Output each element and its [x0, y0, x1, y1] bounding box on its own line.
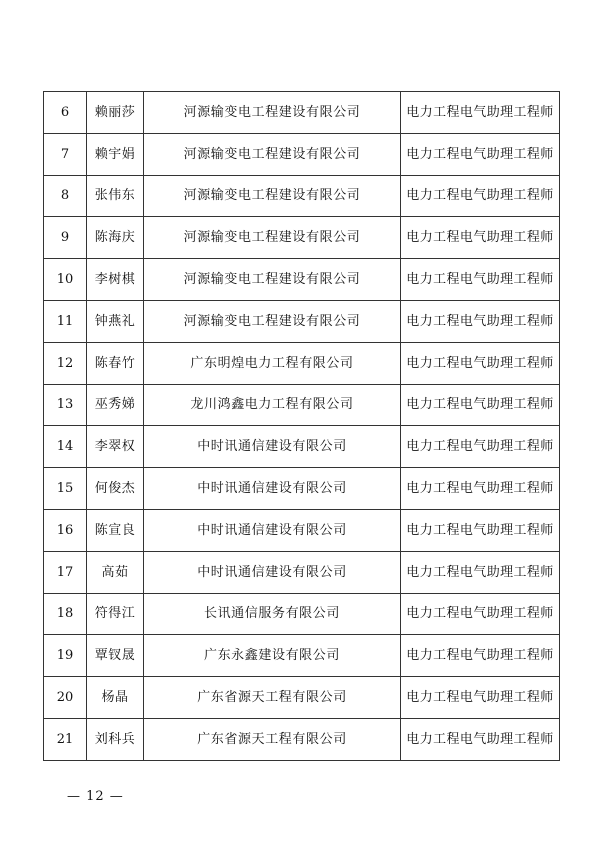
table-row: [44, 551, 560, 593]
person-name-cell: 巫秀娣: [87, 384, 144, 426]
row-number-cell: 18: [44, 593, 87, 635]
company-cell: 河源输变电工程建设有限公司: [144, 217, 401, 259]
table-row: [44, 384, 560, 426]
person-name-cell: 符得江: [87, 593, 144, 635]
table-row: [44, 426, 560, 468]
row-number-cell: 20: [44, 677, 87, 719]
job-title-cell: 电力工程电气助理工程师: [401, 175, 560, 217]
person-name-cell: 李翠权: [87, 426, 144, 468]
job-title-cell: 电力工程电气助理工程师: [401, 426, 560, 468]
table-row: [44, 718, 560, 760]
company-cell: 河源输变电工程建设有限公司: [144, 175, 401, 217]
company-cell: 广东省源天工程有限公司: [144, 677, 401, 719]
company-cell: 中时讯通信建设有限公司: [144, 509, 401, 551]
company-cell: 龙川鸿鑫电力工程有限公司: [144, 384, 401, 426]
personnel-table: [43, 91, 560, 761]
company-cell: 广东省源天工程有限公司: [144, 718, 401, 760]
company-cell: 广东永鑫建设有限公司: [144, 635, 401, 677]
company-cell: 河源输变电工程建设有限公司: [144, 133, 401, 175]
job-title-cell: 电力工程电气助理工程师: [401, 593, 560, 635]
company-cell: 中时讯通信建设有限公司: [144, 551, 401, 593]
page-number: — 12 —: [67, 789, 124, 804]
job-title-cell: 电力工程电气助理工程师: [401, 677, 560, 719]
row-number-cell: 12: [44, 342, 87, 384]
person-name-cell: 陈宣良: [87, 509, 144, 551]
job-title-cell: 电力工程电气助理工程师: [401, 551, 560, 593]
row-number-cell: 10: [44, 259, 87, 301]
person-name-cell: 钟燕礼: [87, 300, 144, 342]
row-number-cell: 16: [44, 509, 87, 551]
personnel-table-body: [44, 92, 560, 761]
row-number-cell: 21: [44, 718, 87, 760]
job-title-cell: 电力工程电气助理工程师: [401, 468, 560, 510]
person-name-cell: 高茹: [87, 551, 144, 593]
job-title-cell: 电力工程电气助理工程师: [401, 133, 560, 175]
person-name-cell: 赖丽莎: [87, 92, 144, 134]
company-cell: 河源输变电工程建设有限公司: [144, 259, 401, 301]
job-title-cell: 电力工程电气助理工程师: [401, 259, 560, 301]
row-number-cell: 15: [44, 468, 87, 510]
person-name-cell: 杨晶: [87, 677, 144, 719]
row-number-cell: 8: [44, 175, 87, 217]
person-name-cell: 何俊杰: [87, 468, 144, 510]
row-number-cell: 14: [44, 426, 87, 468]
table-row: [44, 175, 560, 217]
table-row: [44, 217, 560, 259]
person-name-cell: 陈春竹: [87, 342, 144, 384]
table-row: [44, 300, 560, 342]
company-cell: 河源输变电工程建设有限公司: [144, 92, 401, 134]
table-row: [44, 92, 560, 134]
company-cell: 河源输变电工程建设有限公司: [144, 300, 401, 342]
person-name-cell: 张伟东: [87, 175, 144, 217]
table-row: [44, 468, 560, 510]
row-number-cell: 9: [44, 217, 87, 259]
job-title-cell: 电力工程电气助理工程师: [401, 92, 560, 134]
row-number-cell: 6: [44, 92, 87, 134]
job-title-cell: 电力工程电气助理工程师: [401, 718, 560, 760]
row-number-cell: 13: [44, 384, 87, 426]
job-title-cell: 电力工程电气助理工程师: [401, 342, 560, 384]
person-name-cell: 李树棋: [87, 259, 144, 301]
person-name-cell: 覃钗晟: [87, 635, 144, 677]
job-title-cell: 电力工程电气助理工程师: [401, 384, 560, 426]
job-title-cell: 电力工程电气助理工程师: [401, 300, 560, 342]
person-name-cell: 陈海庆: [87, 217, 144, 259]
row-number-cell: 11: [44, 300, 87, 342]
company-cell: 广东明煌电力工程有限公司: [144, 342, 401, 384]
row-number-cell: 17: [44, 551, 87, 593]
table-row: [44, 342, 560, 384]
table-row: [44, 635, 560, 677]
job-title-cell: 电力工程电气助理工程师: [401, 635, 560, 677]
table-row: [44, 133, 560, 175]
company-cell: 长讯通信服务有限公司: [144, 593, 401, 635]
row-number-cell: 7: [44, 133, 87, 175]
person-name-cell: 赖宇娟: [87, 133, 144, 175]
table-row: [44, 593, 560, 635]
row-number-cell: 19: [44, 635, 87, 677]
table-row: [44, 509, 560, 551]
company-cell: 中时讯通信建设有限公司: [144, 468, 401, 510]
person-name-cell: 刘科兵: [87, 718, 144, 760]
table-row: [44, 259, 560, 301]
job-title-cell: 电力工程电气助理工程师: [401, 217, 560, 259]
company-cell: 中时讯通信建设有限公司: [144, 426, 401, 468]
table-row: [44, 677, 560, 719]
job-title-cell: 电力工程电气助理工程师: [401, 509, 560, 551]
